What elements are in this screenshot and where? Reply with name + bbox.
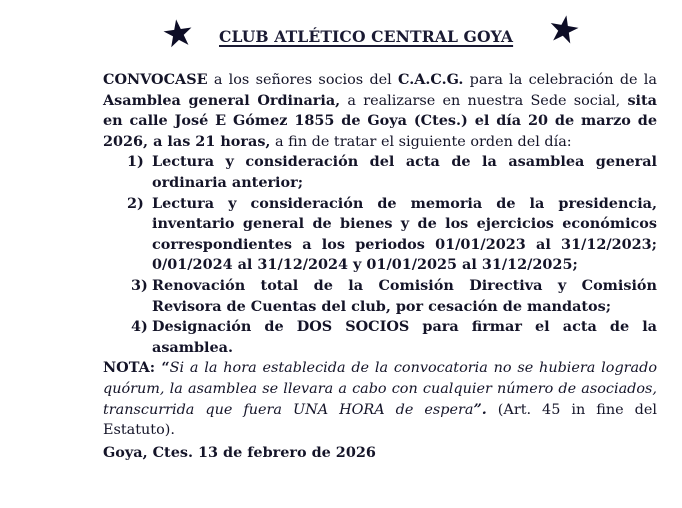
club-abbreviation: C.A.C.G. — [398, 71, 464, 88]
note-label: NOTA: — [103, 359, 156, 377]
agenda-item — [103, 317, 657, 358]
year-and-time: 2026, a las 21 horas, — [103, 132, 271, 150]
agenda-item — [103, 276, 657, 317]
document-body — [103, 70, 657, 463]
star-icon — [161, 16, 195, 50]
convocation-paragraph — [103, 70, 657, 152]
convocation-line — [103, 111, 657, 132]
agenda-item — [103, 194, 657, 276]
agenda-item — [103, 152, 657, 193]
convocation-line — [103, 132, 657, 153]
note-paragraph — [103, 358, 657, 440]
agenda-item-text: Designación de DOS SOCIOS para firmar el acta de la asamblea. — [152, 318, 657, 356]
text: a los señores socios del — [207, 72, 399, 88]
close-quote: ”. — [473, 400, 487, 418]
place-and-date: Goya, Ctes. 13 de febrero de 2026 — [103, 443, 376, 461]
convocation-line — [103, 91, 657, 112]
agenda-item-number: 2) — [127, 194, 144, 212]
agenda-item-text: Lectura y consideración de memoria de la presidencia, inventario general de bienes y de los ejercicios económicos correspondientes a los periodos 01/01/2023 al 31/12/2023; 0/01/2024 al 31/12/2024 y 01/01/2025 al 31/12/2025; — [152, 194, 657, 274]
agenda-item-text: Renovación total de la Comisión Directiva y Comisión Revisora de Cuentas del club, por cesación de mandatos; — [152, 276, 657, 315]
note-quote: Si a la hora establecida de la convocatoria no se hubiera logrado quórum, la asamblea se llevara a cabo con cualquier número de asociados, transcurrida que fuera UNA HORA de espera — [103, 360, 657, 418]
agenda-item-number: 3) — [131, 276, 148, 294]
club-title: CLUB ATLÉTICO CENTRAL GOYA — [219, 27, 514, 46]
assembly-type: Asamblea general Ordinaria, — [103, 91, 341, 109]
agenda-item-text: Lectura y consideración del acta de la asamblea general ordinaria anterior; — [152, 153, 657, 191]
agenda-item-number: 1) — [127, 153, 144, 171]
statute-reference: (Art. 45 in fine del Estatuto). — [103, 401, 657, 439]
address-and-date: en calle José E Gómez 1855 de Goya (Ctes.) el día 20 de marzo de — [103, 112, 657, 130]
text: a fin de tratar el siguiente orden del día: — [270, 133, 572, 150]
open-quote: “ — [155, 359, 170, 377]
convocation-line — [103, 70, 657, 91]
document-header — [0, 10, 682, 60]
bold-text: CONVOCASE — [103, 71, 208, 88]
bold-text: sita — [627, 91, 657, 109]
agenda-item-number: 4) — [131, 318, 148, 336]
agenda-list — [103, 152, 657, 358]
text: a realizarse en nuestra Sede social, — [340, 92, 628, 109]
star-icon — [547, 12, 582, 47]
text: para la celebración de la — [463, 72, 657, 88]
